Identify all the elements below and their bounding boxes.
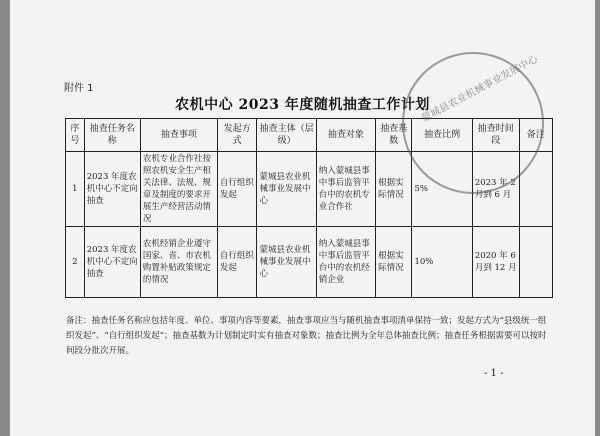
header-cell: 抽查任务名称 <box>84 119 140 152</box>
task-name: 2023 年度农机中心不定向抽查 <box>84 227 140 298</box>
inspection-object: 纳入蒙城县事中事后监管平台中的农机专业合作社 <box>316 152 375 227</box>
row-number: 2 <box>66 227 85 298</box>
inspection-period: 2020 年 6 月到 12 月 <box>472 227 519 298</box>
inspection-period: 2023 年 2 月到 6 月 <box>472 152 519 227</box>
row-number: 1 <box>66 152 85 227</box>
inspection-base: 根据实际情况 <box>376 152 412 227</box>
header-cell: 抽查主体（层级） <box>257 119 316 152</box>
inspection-subject: 蒙城县农业机械事业发展中心 <box>257 152 316 227</box>
initiation-method: 自行组织发起 <box>217 227 257 298</box>
table-row <box>66 227 553 298</box>
header-cell: 抽查时间段 <box>472 119 519 152</box>
inspection-ratio: 10% <box>412 227 472 298</box>
table-note: 备注：抽查任务名称应包括年度、单位、事项内容等要素，抽查事项应当与随机抽查事项清单保持一致；发起方式为“县级统一组织发起”、“自行组织发起”；抽查基数为计划制定时实有抽查对象数；抽查比例为全年总体抽查比例；抽查任务根据需要可以按时间段分批次开展。 <box>66 316 547 356</box>
header-cell: 抽查比例 <box>412 119 472 152</box>
inspection-subject: 蒙城县农业机械事业发展中心 <box>257 227 316 298</box>
remark <box>519 227 552 298</box>
header-cell: 抽查事项 <box>140 119 217 152</box>
header-cell: 序号 <box>66 119 85 152</box>
attachment-label: 附件 1 <box>64 83 94 94</box>
header-cell: 发起方式 <box>217 119 257 152</box>
initiation-method: 自行组织发起 <box>217 152 257 227</box>
inspection-item: 农机经销企业遵守国家、省、市农机购置补贴政策规定的情况 <box>140 227 217 298</box>
header-cell: 备注 <box>519 119 552 152</box>
inspection-object: 纳入蒙城县事中事后监管平台中的农机经销企业 <box>316 227 375 298</box>
inspection-base: 根据实际情况 <box>376 227 412 298</box>
inspection-item: 农机专业合作社按照农机安全生产相关法律、法规、规章及制度的要求开展生产经营活动情况 <box>140 152 217 227</box>
document-title: 农机中心 2023 年度随机抽查工作计划 <box>175 97 430 113</box>
task-name: 2023 年度农机中心不定向抽查 <box>84 152 140 227</box>
inspection-ratio: 5% <box>412 152 472 227</box>
header-cell: 抽查对象 <box>316 119 375 152</box>
official-seal-text: 蒙城县农业机械事业发展中心 <box>419 53 540 125</box>
header-cell: 抽查基数 <box>376 119 412 152</box>
page-number: - 1 - <box>484 368 504 379</box>
